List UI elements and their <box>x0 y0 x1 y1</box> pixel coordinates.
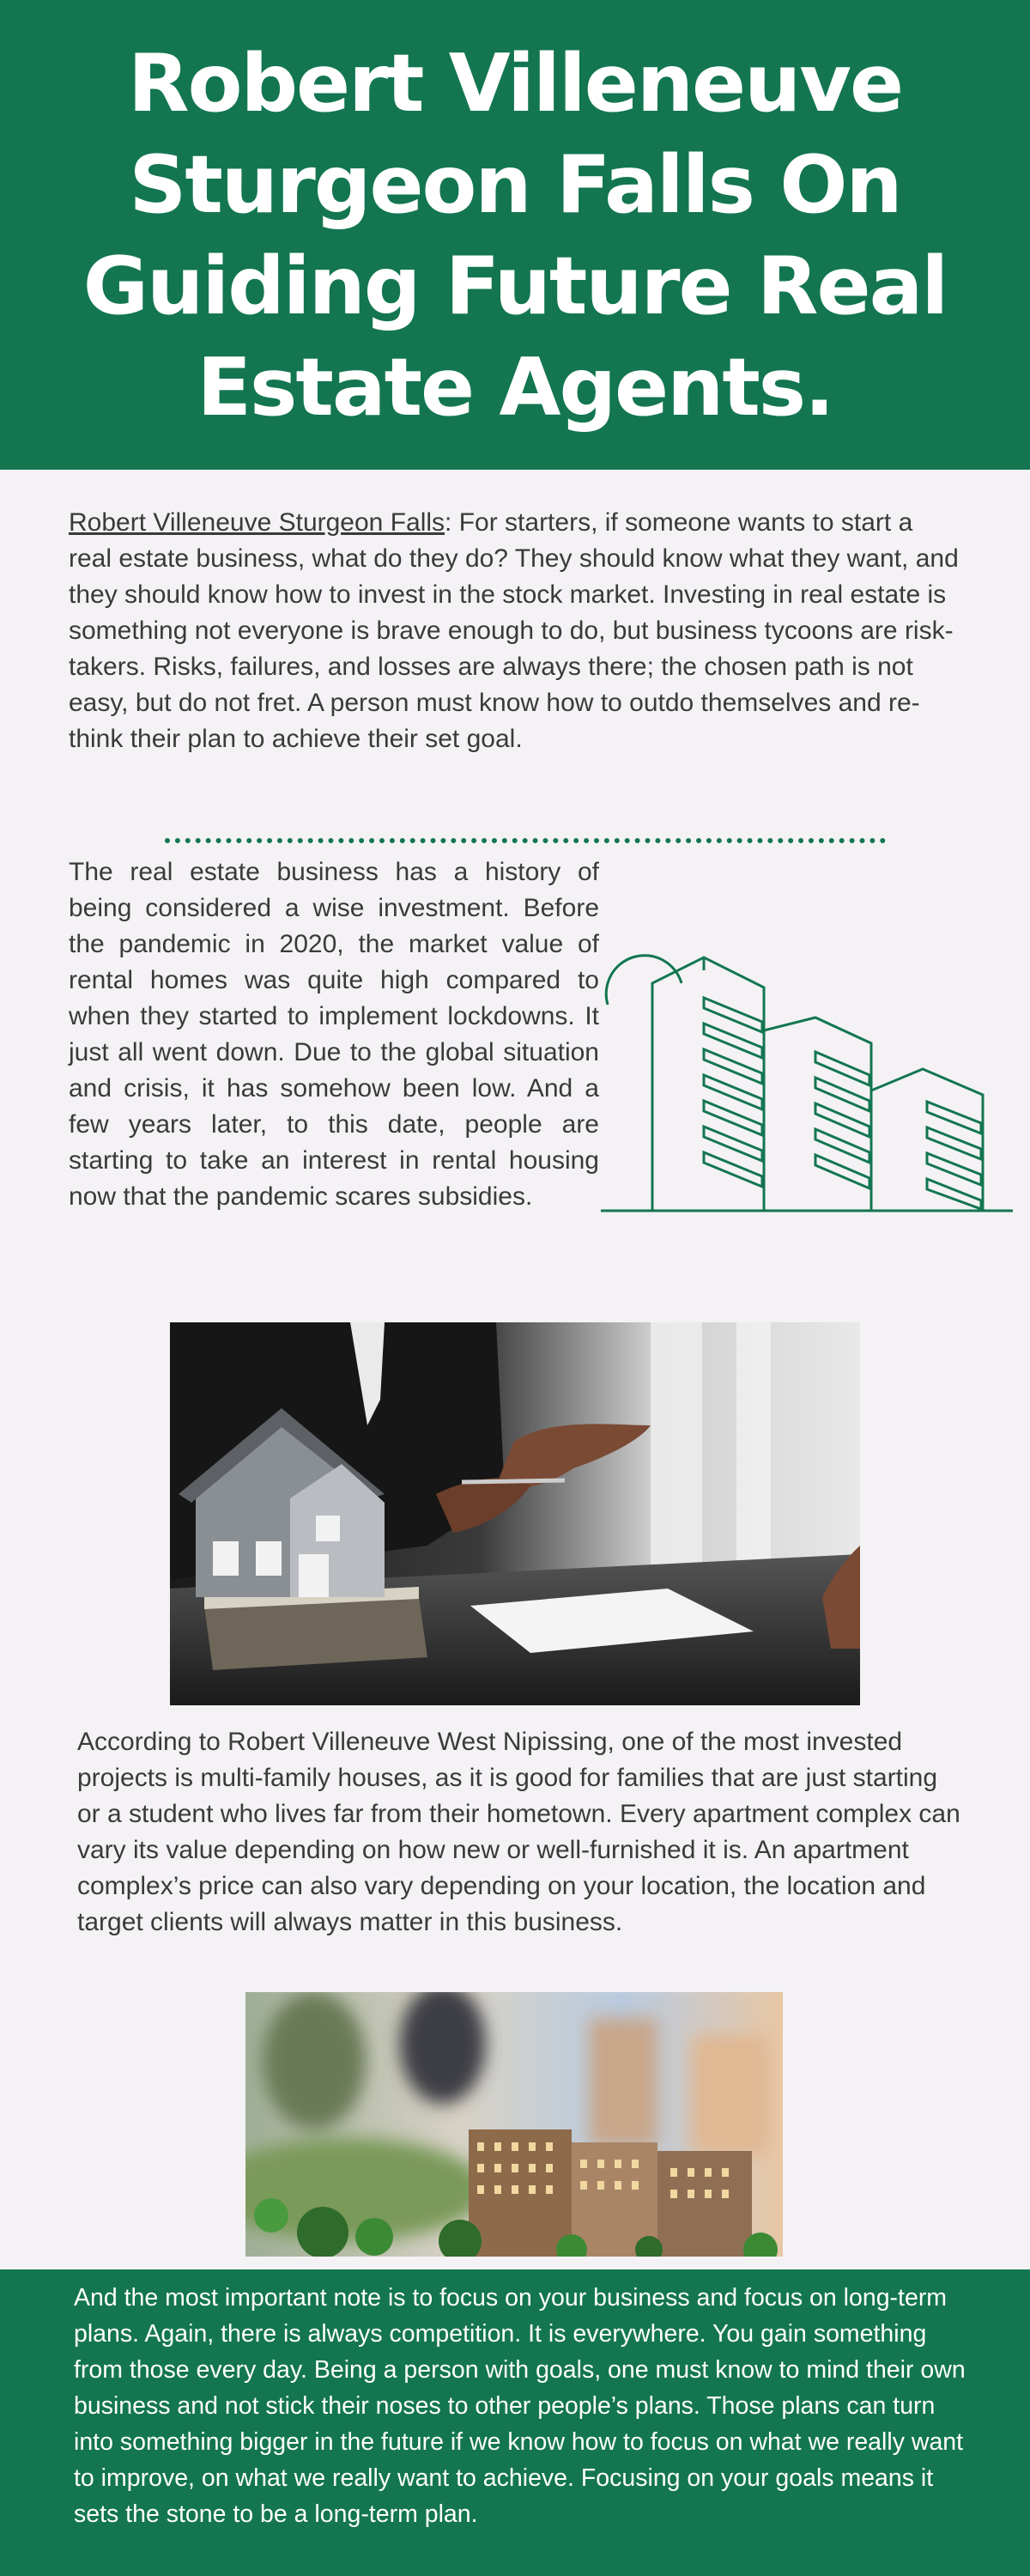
city-model-photo <box>245 1992 783 2257</box>
intro-link[interactable]: Robert Villeneuve Sturgeon Falls <box>69 508 445 537</box>
multifamily-paragraph: According to Robert Villeneuve West Nipissing, one of the most invested projects is multi-family houses, as it is good for families that are just starting or a student who lives far from their hometown. Every apartment complex can vary its value depending on how new or well-furnished it is. An apartment complex’s price can also vary depending on your location, the location and target clients will always matter in this business. <box>77 1728 960 1936</box>
footer-paragraph: And the most important note is to focus on your business and focus on long-term plans. Again, there is always competition. It is everywhere. You gain something from those every day. Being a person with goals, one must know to mind their own business and not stick their noses to other people’s plans. Those plans can turn into something bigger in the future if we know how to focus on what we really want to improve, on what we really want to achieve. Focusing on your goals means it sets the stone to be a long-term plan. <box>74 2284 966 2528</box>
intro-text: : For starters, if someone wants to start a real estate business, what do they do? They should know what they want, and they should know how to invest in the stock market. Investing in real estate is something not everyone is brave enough to do, but business tycoons are risk-takers. Risks, failures, and losses are always there; the chosen path is not easy, but do not fret. A person must know how to outdo themselves and re-think their plan to achieve their set goal. <box>69 508 959 753</box>
page-title: Robert Villeneuve Sturgeon Falls On Guiding Future Real Estate Agents. <box>82 36 948 434</box>
buildings-line-illustration <box>601 936 1013 1219</box>
dotted-divider <box>165 838 886 843</box>
house-model-photo <box>170 1322 860 1705</box>
footer-banner <box>0 2269 1030 2576</box>
history-paragraph: The real estate business has a history of being considered a wise investment. Before the pandemic in 2020, the market value of rental homes was quite high compared to when they started to implement lockdowns. It just all went down. Due to the global situation and crisis, it has somehow been low. And a few years later, to this date, people are starting to take an interest in rental housing now that the pandemic scares subsidies. <box>69 858 599 1211</box>
intro-paragraph <box>69 505 961 757</box>
header-banner <box>0 0 1030 470</box>
